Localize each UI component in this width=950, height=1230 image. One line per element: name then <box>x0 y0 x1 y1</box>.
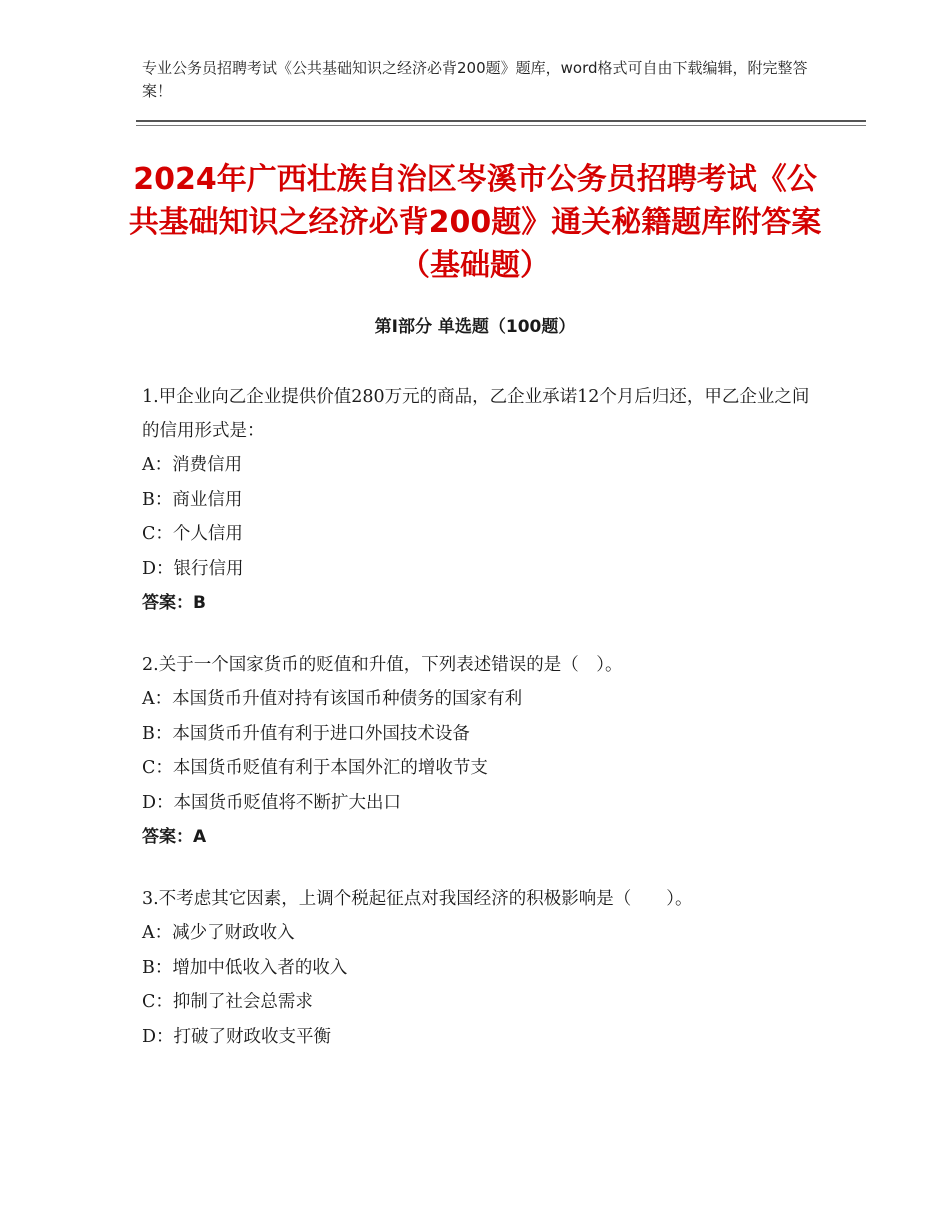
question-stem: 3.不考虑其它因素，上调个税起征点对我国经济的积极影响是（ ）。 <box>142 889 693 909</box>
question-list <box>142 380 822 1082</box>
answer-label: 答案：A <box>142 827 207 847</box>
option-b: B：增加中低收入者的收入 <box>142 957 348 978</box>
option-a: A：本国货币升值对持有该国币种债务的国家有利 <box>142 689 523 709</box>
header-divider-thin <box>136 125 866 126</box>
section-heading: 第I部分 单选题（100题） <box>374 317 576 337</box>
option-a: A：消费信用 <box>142 455 243 475</box>
option-d: D：本国货币贬值将不断扩大出口 <box>142 792 402 813</box>
header-note: 专业公务员招聘考试《公共基础知识之经济必背200题》题库，word格式可自由下载编辑，附完整答案！ <box>142 59 808 100</box>
answer-label: 答案：B <box>142 593 206 613</box>
question-1 <box>142 380 822 620</box>
option-b: B：商业信用 <box>142 489 243 510</box>
header-divider <box>136 120 866 122</box>
option-c: C：个人信用 <box>142 524 243 544</box>
question-2 <box>142 648 822 854</box>
question-stem: 1.甲企业向乙企业提供价值280万元的商品，乙企业承诺12个月后归还，甲乙企业之间的信用形式是： <box>142 387 810 441</box>
option-c: C：抑制了社会总需求 <box>142 992 313 1012</box>
option-c: C：本国货币贬值有利于本国外汇的增收节支 <box>142 758 488 778</box>
option-b: B：本国货币升值有利于进口外国技术设备 <box>142 723 470 744</box>
option-d: D：打破了财政收支平衡 <box>142 1026 332 1047</box>
question-3 <box>142 882 822 1054</box>
question-stem: 2.关于一个国家货币的贬值和升值，下列表述错误的是（ ）。 <box>142 655 623 675</box>
document-title: 2024年广西壮族自治区岑溪市公务员招聘考试《公共基础知识之经济必背200题》通关秘籍题库附答案（基础题） <box>128 162 822 283</box>
option-a: A：减少了财政收入 <box>142 923 295 943</box>
option-d: D：银行信用 <box>142 558 244 579</box>
